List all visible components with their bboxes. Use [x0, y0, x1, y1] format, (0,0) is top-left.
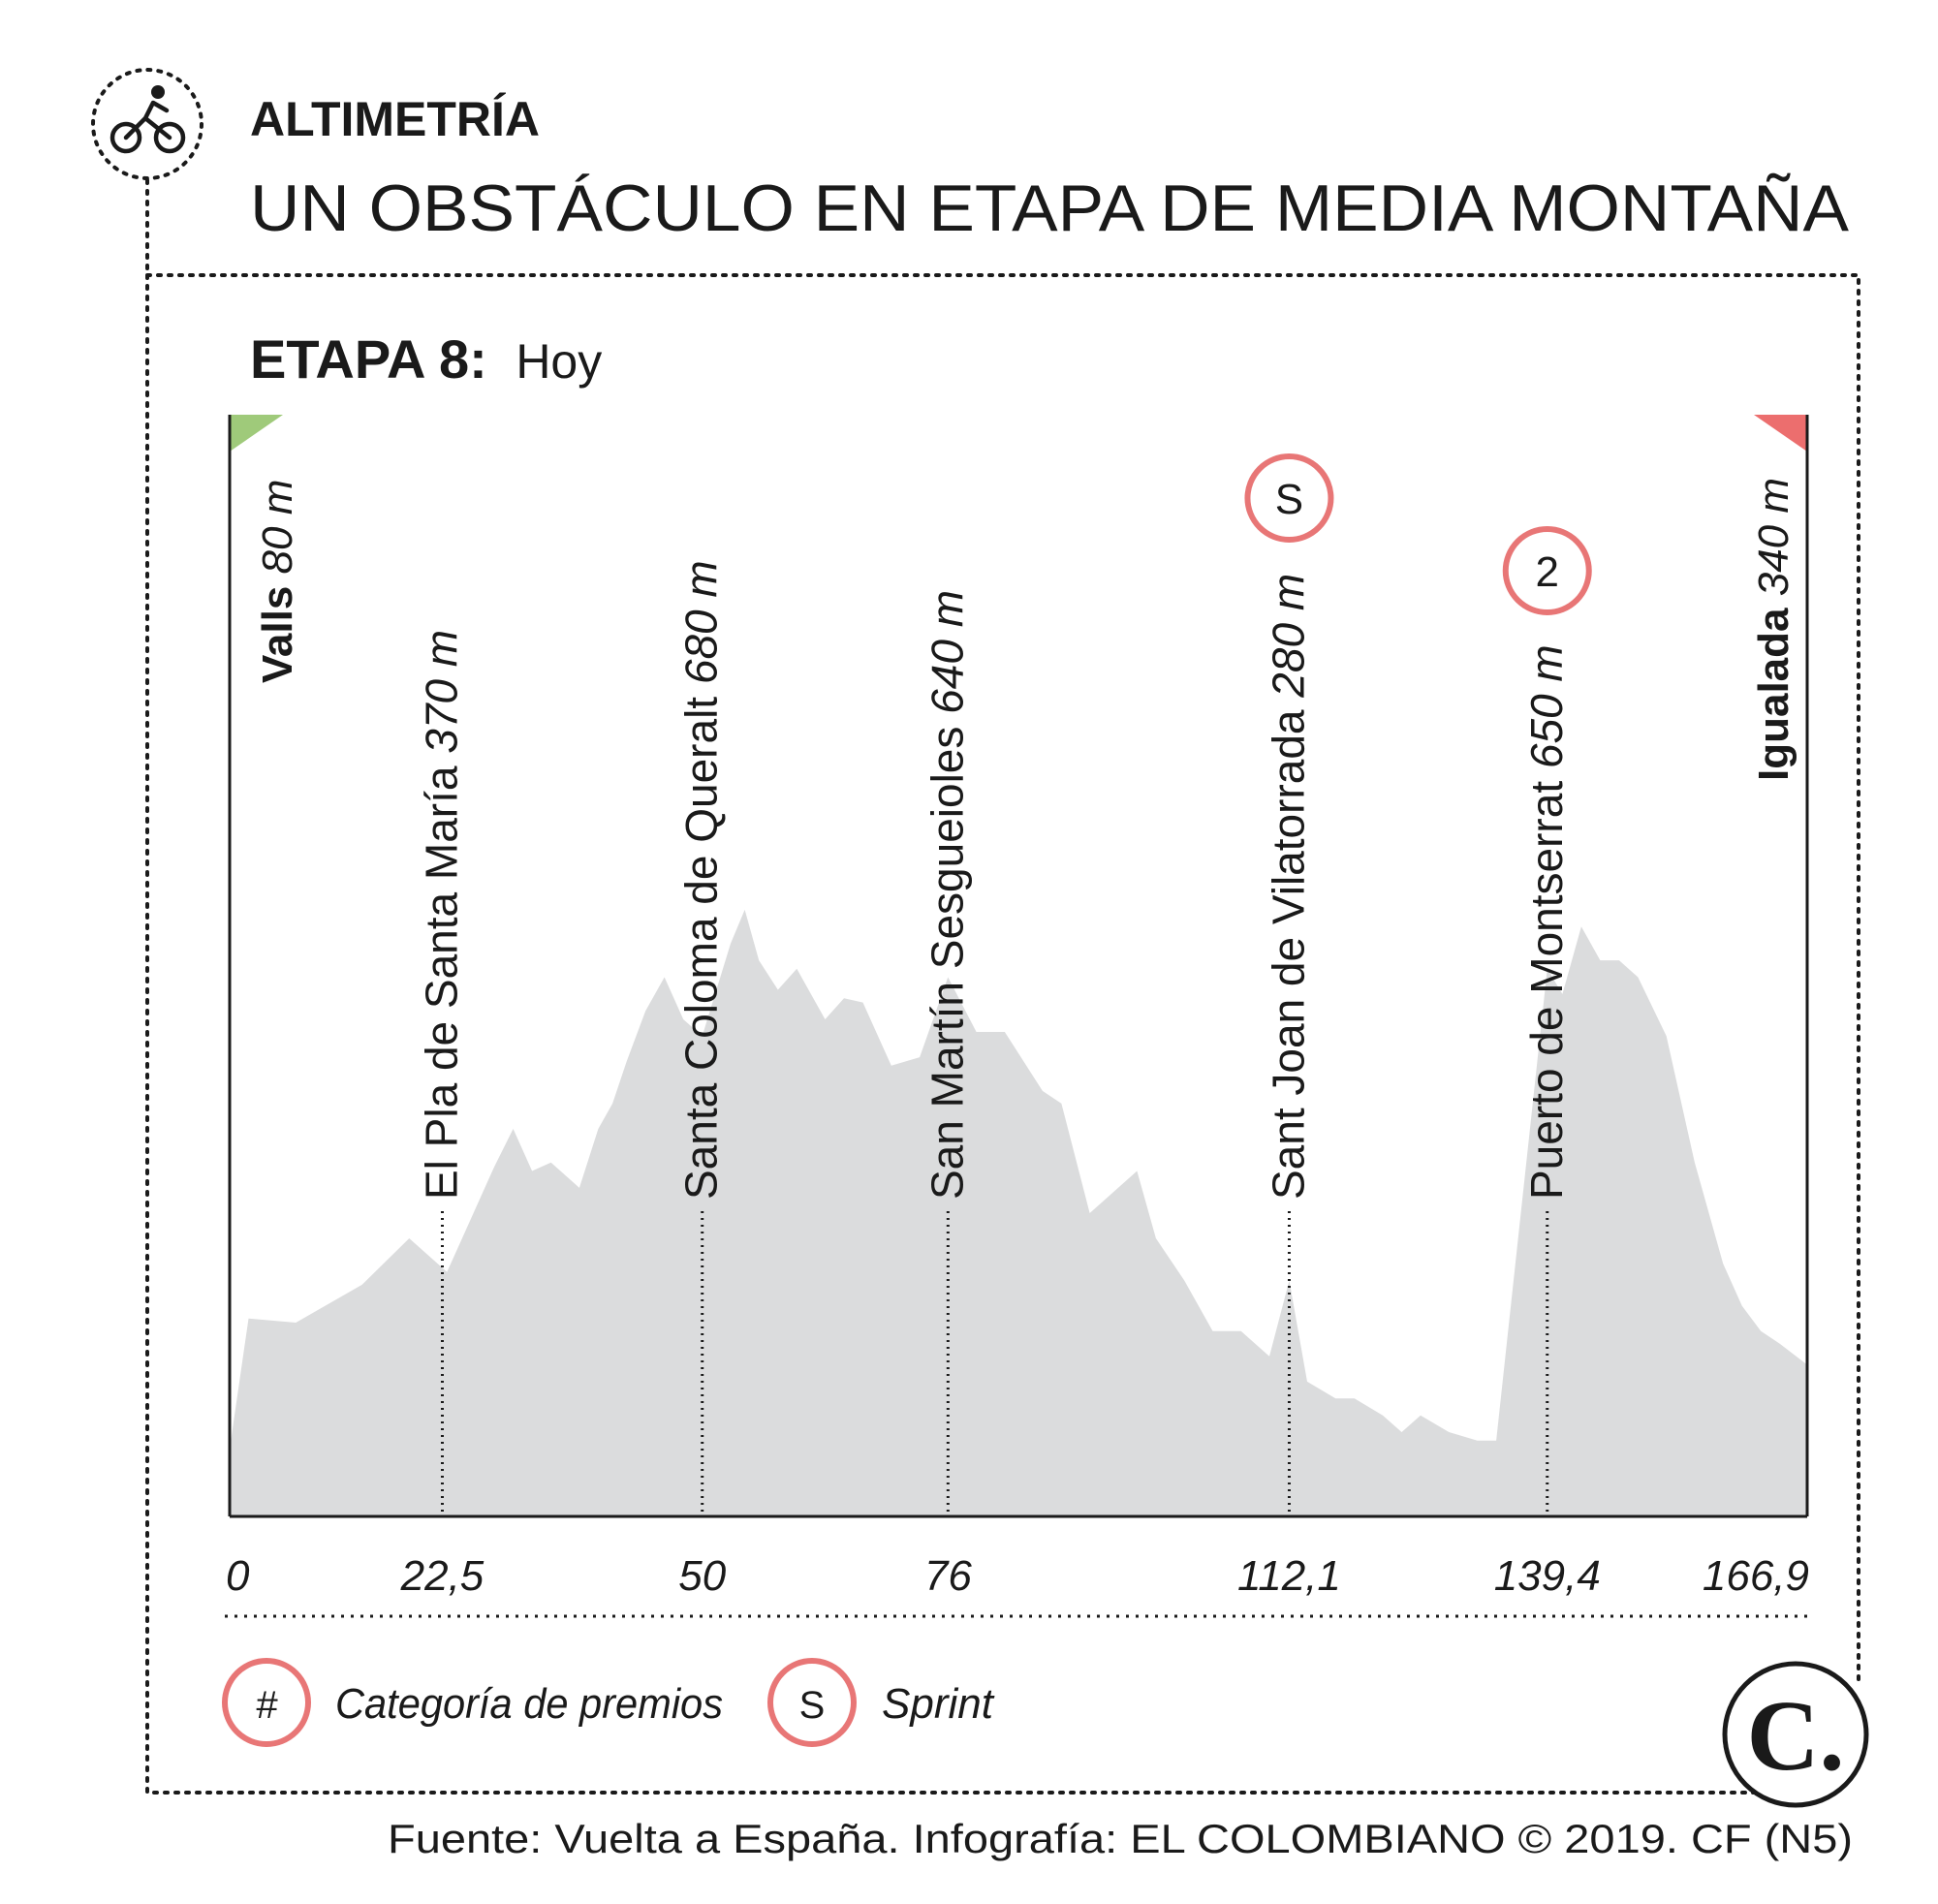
legend-category-text: Categoría de premios — [335, 1680, 723, 1728]
x-tick-label-6: 166,9 — [1702, 1552, 1809, 1600]
x-tick-label-5: 139,4 — [1493, 1552, 1601, 1600]
legend-sprint-symbol: S — [798, 1684, 826, 1727]
waypoint-name-0: El Pla de Santa María — [416, 765, 467, 1200]
waypoint-altitude-4: 650 m — [1520, 644, 1572, 781]
finish-label — [1750, 478, 1797, 781]
waypoint-badge-3: S — [1274, 476, 1304, 523]
finish-name: Igualada — [1750, 608, 1797, 781]
x-tick-label-2: 50 — [678, 1552, 727, 1600]
legend-item-sprint — [770, 1661, 995, 1744]
waypoint-label-1 — [676, 560, 727, 1200]
header-title: UN OBSTÁCULO EN ETAPA DE MEDIA MONTAÑA — [250, 172, 1850, 245]
waypoint-label-0 — [416, 630, 466, 1200]
stage-heading — [250, 328, 602, 390]
header-kicker: ALTIMETRÍA — [250, 92, 541, 146]
legend — [225, 1661, 995, 1744]
cyclist-badge — [93, 70, 202, 178]
source-credit: Fuente: Vuelta a España. Infografía: EL COLOMBIANO © 2019. CF (N5) — [388, 1816, 1853, 1861]
x-axis-ticks — [226, 1552, 1809, 1600]
logo-mark: C. — [1746, 1680, 1845, 1792]
x-tick-label-0: 0 — [226, 1552, 250, 1600]
cyclist-icon — [112, 85, 183, 151]
x-tick-label-3: 76 — [923, 1552, 972, 1600]
finish-flag — [1754, 415, 1807, 452]
x-tick-label-4: 112,1 — [1237, 1552, 1341, 1600]
legend-sprint-text: Sprint — [882, 1680, 993, 1728]
start-flag — [230, 415, 283, 452]
el-colombiano-logo — [1725, 1664, 1866, 1805]
start-name: Valls — [254, 585, 301, 683]
waypoint-name-1: Santa Coloma de Queralt — [675, 696, 727, 1200]
waypoint-label-3 — [1263, 574, 1313, 1200]
stage-when: Hoy — [516, 334, 603, 389]
waypoint-altitude-3: 280 m — [1263, 573, 1314, 710]
waypoint-altitude-1: 680 m — [675, 560, 727, 697]
waypoint-name-4: Puerto de Montserrat — [1520, 780, 1572, 1200]
waypoint-altitude-2: 640 m — [922, 589, 973, 727]
start-altitude: 80 m — [254, 479, 301, 586]
start-label — [254, 480, 301, 683]
waypoint-name-3: Sant Joan de Vilatorrada — [1263, 709, 1314, 1200]
finish-altitude: 340 m — [1750, 477, 1797, 609]
waypoint-label-4 — [1521, 644, 1572, 1200]
elevation-chart — [226, 415, 1809, 1600]
waypoint-label-2 — [922, 590, 972, 1200]
waypoint-altitude-0: 370 m — [416, 629, 467, 766]
x-tick-label-1: 22,5 — [400, 1552, 484, 1600]
dotted-badge-ring — [93, 70, 202, 178]
waypoint-badge-4: 2 — [1535, 548, 1559, 596]
waypoint-name-2: San Martín Sesgueioles — [922, 726, 973, 1200]
legend-category-symbol: # — [255, 1684, 278, 1727]
stage-label: ETAPA 8: — [250, 328, 487, 390]
legend-item-category — [225, 1661, 723, 1744]
